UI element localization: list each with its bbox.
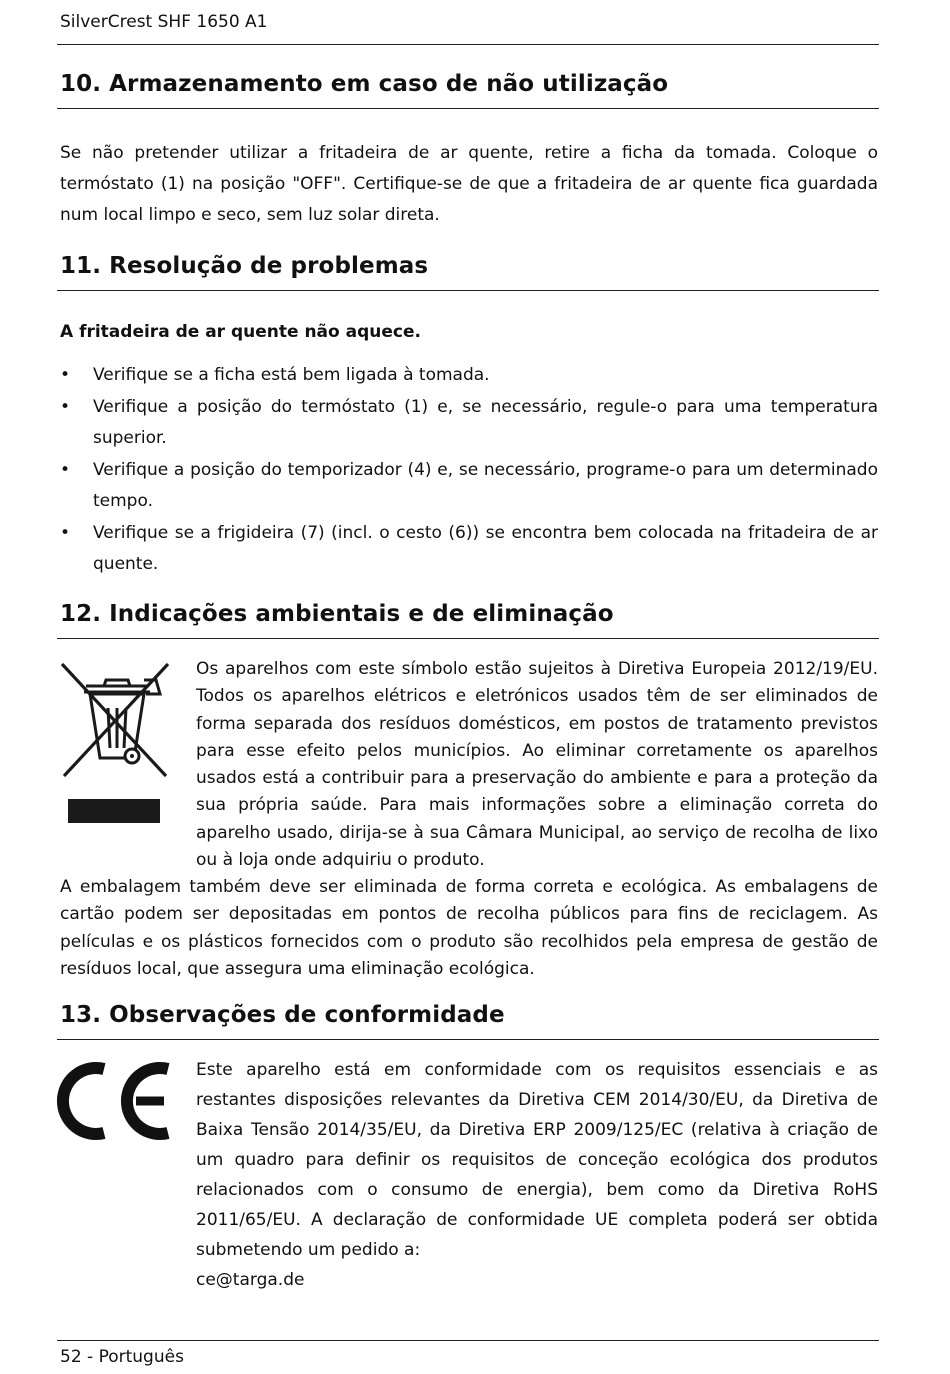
section-11-heading: 11. Resolução de problemas: [60, 253, 429, 279]
section-12-rule: [57, 638, 879, 639]
section-11-rule: [57, 290, 879, 291]
section-13-heading: 13. Observações de conformidade: [60, 1002, 505, 1028]
section-12-heading: 12. Indicações ambientais e de eliminação: [60, 601, 614, 627]
bullet-icon: •: [60, 365, 71, 385]
weee-crossed-bin-icon: [56, 658, 176, 828]
footer-rule: [57, 1340, 879, 1341]
section-12-packaging-text: A embalagem também deve ser eliminada de forma correta e ecológica. As embalagens de cartão podem ser depositadas em pontos de recolha públicos para fins de reciclagem. As películas e os plásticos fornecidos com o produto são recolhidos pela empresa de gestão de resíduos local, que assegura uma eliminação ecológica.: [60, 877, 878, 979]
running-header: SilverCrest SHF 1650 A1: [60, 12, 268, 32]
section-13-rule: [57, 1039, 879, 1040]
problem-subheading: A fritadeira de ar quente não aquece.: [60, 322, 421, 342]
list-item: • Verifique a posição do temporizador (4) e, se necessário, programe-o para um determinado tempo.: [60, 455, 878, 518]
bullet-icon: •: [60, 459, 71, 480]
section-12-weee-text: Os aparelhos com este símbolo estão sujeitos à Diretiva Europeia 2012/19/EU. Todos os aparelhos elétricos e eletrónicos usados têm de ser eliminados de forma separada dos resíduos domésticos, em postos de tratamento previstos para esse efeito pelos municípios. Ao eliminar corretamente os aparelhos usados está a contribuir para a preservação do ambiente e para a proteção da sua própria saúde. Para mais informações sobre a eliminação correta do aparelho usado, dirija-se à sua Câmara Municipal, ao serviço de recolha de lixo ou à loja onde adquiriu o produto.: [196, 659, 878, 871]
bullet-icon: •: [60, 396, 71, 417]
page-footer: 52 - Português: [60, 1347, 184, 1367]
section-10-text: Se não pretender utilizar a fritadeira de ar quente, retire a ficha da tomada. Coloque o termóstato (1) na posição "OFF". Certifique-se de que a fritadeira de ar quente fica guardada num local limpo e seco, sem luz solar direta.: [60, 143, 878, 225]
list-item: • Verifique se a frigideira (7) (incl. o cesto (6)) se encontra bem colocada na fritadeira de ar quente.: [60, 518, 878, 581]
bullet-icon: •: [60, 522, 71, 543]
contact-email: ce@targa.de: [196, 1270, 305, 1290]
list-item: • Verifique se a ficha está bem ligada à tomada.: [60, 360, 878, 392]
section-13-text: Este aparelho está em conformidade com os requisitos essenciais e as restantes disposições relevantes da Diretiva CEM 2014/30/EU, da Diretiva de Baixa Tensão 2014/35/EU, da Diretiva ERP 2009/125/EC (relativa à criação de um quadro para definir os requisitos de conceção ecológica dos produtos relacionados com o consumo de energia), bem como da Diretiva RoHS 2011/65/EU. A declaração de conformidade UE completa poderá ser obtida submetendo um pedido a:: [196, 1060, 878, 1260]
list-item: • Verifique a posição do termóstato (1) e, se necessário, regule-o para uma temperatura superior.: [60, 392, 878, 455]
section-10-heading: 10. Armazenamento em caso de não utilização: [60, 71, 669, 97]
ce-mark-icon: [56, 1055, 172, 1147]
header-rule: [57, 44, 879, 45]
section-10-rule: [57, 108, 879, 109]
troubleshooting-list: [60, 360, 878, 581]
